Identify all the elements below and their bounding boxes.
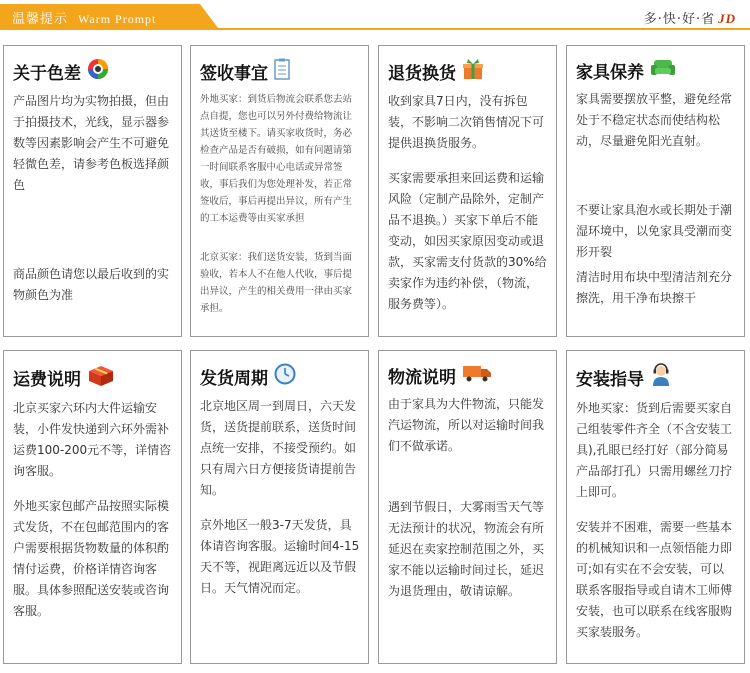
card-paragraph: 外地买家：到货后物流会联系您去站点自提，您也可以另外付费给物流让其送货至楼下。请买家收货时，务必检查产品是否有破损，如有问题请第一时间联系客服中心电话或异常签收，事后我们为您处理补发，若正常签收后，事后再提出异议，所有产生的工本运费等由买家承担 — [200, 94, 353, 224]
clipboard-icon — [274, 58, 290, 85]
card-paragraph: 商品颜色请您以最后收到的实物颜色为准 — [13, 267, 170, 302]
card-installation-guide — [566, 350, 745, 664]
card-paragraph: 遇到节假日，大雾雨雪天气等无法预计的状况，物流会有所延迟在卖家控制范围之外，买家不能以运输时间过长，延迟为退货理由，敬请谅解。 — [388, 500, 545, 598]
card-logistics — [378, 350, 557, 664]
banner-title — [12, 8, 156, 27]
card-title-text: 签收事宜 — [200, 64, 268, 84]
card-paragraph: 收到家具7日内，没有拆包装，不影响二次销售情况下可提供退换货服务。 — [388, 94, 545, 150]
banner-underline — [0, 28, 750, 30]
card-paragraph: 不要让家具泡水或长期处于潮湿环境中，以免家具受潮而变形开裂 — [576, 203, 733, 259]
card-paragraph: 安装并不困难，需要一些基本的机械知识和一点领悟能力即可;如有实在不会安装，可以联系客服指导或自请木工师傅安装，也可以联系在线客服购买家装服务。 — [576, 520, 733, 639]
card-title-text: 发货周期 — [200, 369, 268, 389]
card-title-text: 退货换货 — [388, 64, 456, 84]
card-shipping-fee — [3, 350, 182, 664]
card-title-text: 家具保养 — [576, 63, 644, 83]
card-title — [576, 58, 736, 83]
camera-icon — [87, 58, 109, 85]
card-paragraph: 北京买家六环内大件运输安装，小件发快递到六环外需补运费100-200元不等，详情咨询客服。 — [13, 401, 172, 478]
card-paragraph: 北京地区周一到周日，六天发货，送货提前联系，送货时间点统一安排，不接受预约。如只有周六日方便接货请提前告知。 — [200, 399, 357, 497]
card-return-exchange — [378, 45, 557, 337]
gift-box-icon — [462, 58, 484, 85]
card-paragraph: 产品图片均为实物拍摄，但由于拍摄技术，光线，显示器参数等因素影响会产生不可避免轻微色差，请参考色板选择颜色 — [13, 94, 170, 192]
card-title — [13, 58, 173, 85]
card-title — [388, 58, 548, 85]
card-title — [200, 58, 360, 85]
banner-slogan — [644, 8, 736, 27]
slogan-text: 多·快·好·省 — [643, 12, 716, 27]
banner-title-cn: 温馨提示 — [12, 12, 69, 27]
banner-title-en: Warm Prompt — [78, 12, 157, 26]
sofa-icon — [650, 58, 676, 83]
card-paragraph: 家具需要摆放平整，避免经常处于不稳定状态而使结构松动，尽量避免阳光直射。 — [576, 92, 733, 148]
card-paragraph: 北京买家：我们送货安装，货到当面验收，若本人不在他人代收，事后提出异议，产生的相关费用一律由买家承担。 — [200, 252, 353, 314]
card-title-text: 安装指导 — [576, 370, 644, 390]
clock-icon — [274, 363, 296, 390]
card-paragraph: 由于家具为大件物流，只能发汽运物流，所以对运输时间我们不做承诺。 — [388, 397, 545, 453]
warm-prompt-banner — [0, 0, 750, 36]
card-paragraph: 买家需要承担来回运费和运输风险（定制产品除外，定制产品不退换。）买家下单后不能变动，如因买家原因变动或退款，买家需支付货款的30%给卖家作为违约补偿，（物流，服务费等）。 — [388, 171, 547, 311]
card-paragraph: 外地买家：货到后需要买家自己组装零件齐全（不含安装工具),孔眼已经打好（部分简易产品部打孔）只需用螺丝刀拧上即可。 — [576, 401, 733, 499]
truck-icon — [462, 363, 492, 388]
card-title — [388, 363, 548, 388]
card-furniture-care — [566, 45, 745, 337]
card-title-text: 物流说明 — [388, 368, 456, 388]
card-title-text: 关于色差 — [13, 64, 81, 84]
card-title — [576, 363, 736, 392]
card-title-text: 运费说明 — [13, 370, 81, 390]
card-receipt — [190, 45, 369, 337]
support-agent-icon — [650, 363, 672, 392]
card-paragraph: 京外地区一般3-7天发货，具体请咨询客服。运输时间4-15天不等，视距离远近以及节假日。天气情况而定。 — [200, 518, 360, 595]
card-paragraph: 外地买家包邮产品按照实际模式发货，不在包邮范围内的客户需要根据货物数量的体积酌情付运费，价格详情咨询客服。具体参照配送安装或咨询客服。 — [13, 499, 170, 618]
package-icon — [87, 363, 115, 392]
card-title — [13, 363, 173, 392]
card-delivery-cycle — [190, 350, 369, 664]
card-color-difference — [3, 45, 182, 337]
card-paragraph: 清洁时用布块中型清洁剂充分擦洗，用干净布块擦干 — [576, 270, 733, 305]
card-title — [200, 363, 360, 390]
jd-logo: JD — [718, 11, 736, 26]
